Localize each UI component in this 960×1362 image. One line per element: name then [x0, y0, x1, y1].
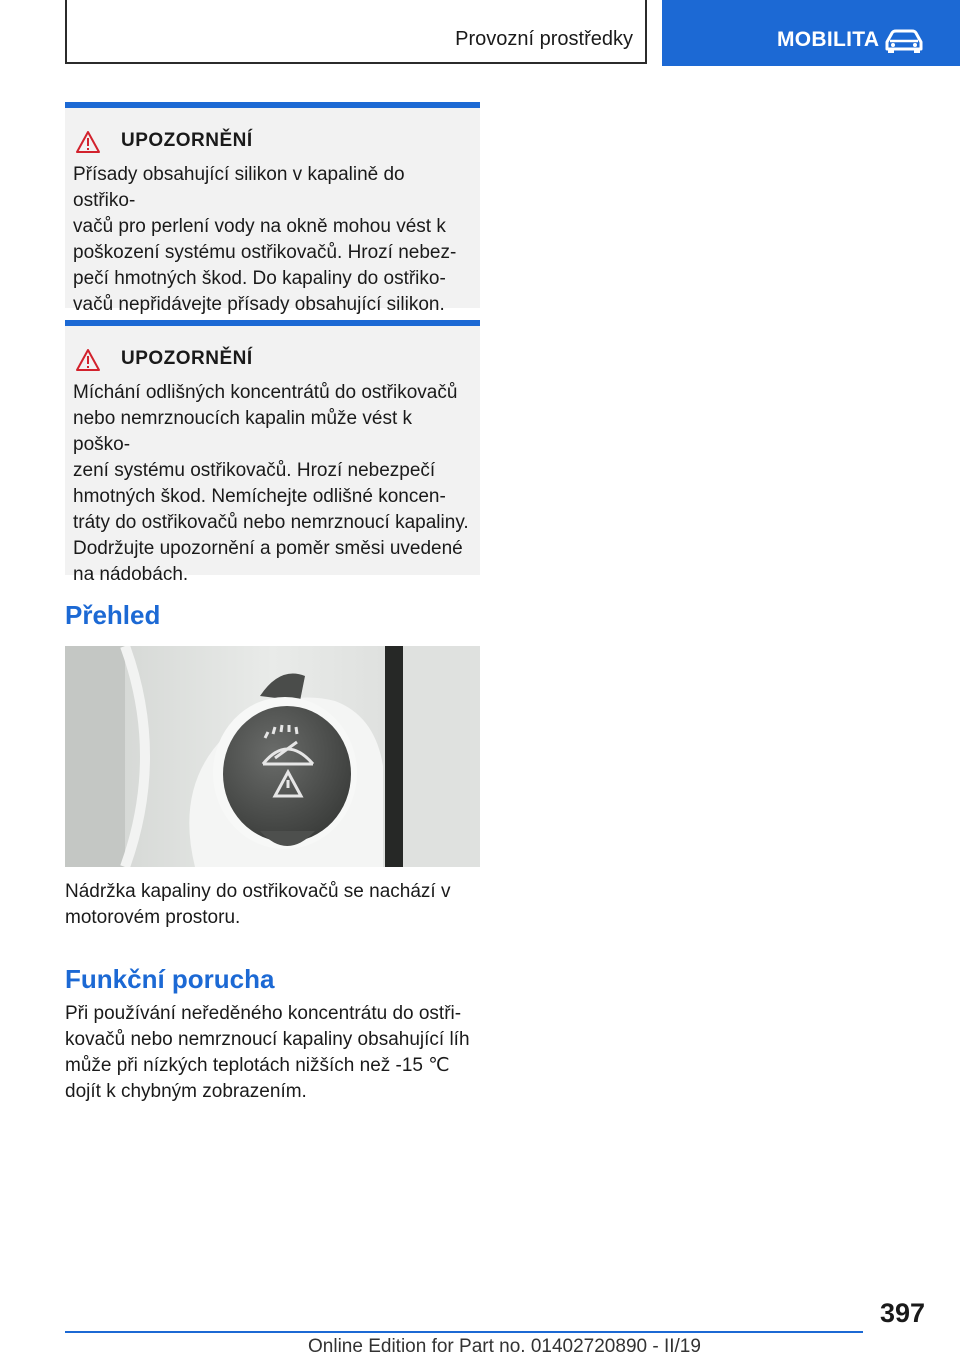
header-section-box: [65, 0, 647, 64]
page-number: 397: [880, 1298, 926, 1328]
section-title: Provozní prostředky: [455, 28, 633, 50]
warning-box: [65, 102, 480, 315]
warning-triangle-icon: [75, 348, 101, 372]
warning-title: UPOZORNĚNÍ: [121, 348, 253, 369]
warning-triangle-icon: [75, 130, 101, 154]
warning-header: [75, 130, 472, 158]
washer-reservoir-illustration: [65, 646, 480, 867]
chapter-tab-label: MOBILITA: [777, 28, 880, 51]
malfunction-heading: Funkční porucha: [65, 964, 275, 994]
warning-header: [75, 348, 472, 376]
edition-text: Online Edition for Part no. 01402720890 - II/19: [308, 1336, 701, 1357]
footer-rule: [65, 1331, 863, 1333]
warning-text: Míchání odlišných koncentrátů do ostřikovačů nebo nemrznoucích kapalin může vést k poško- zení systému ostřikovačů. Hrozí nebezpečí hmotných škod. Nemíchejte odlišné koncen- tráty do ostřikovačů nebo nemrznoucí kapaliny. Dodržujte upozornění a poměr směsi uvedené na nádobách.: [73, 382, 469, 585]
warning-box: [65, 320, 480, 585]
warning-text: Přísady obsahující silikon v kapalině do ostřiko- vačů pro perlení vody na okně mohou vést k poškození systému ostřikovačů. Hrozí nebez- pečí hmotných škod. Do kapaliny do ostřiko- vačů nepřidávejte přísady obsahující silikon.: [73, 164, 457, 315]
overview-heading: Přehled: [65, 600, 161, 630]
figure-caption: Nádržka kapaliny do ostřikovačů se nachází v motorovém prostoru.: [65, 881, 451, 928]
car-icon: [884, 28, 924, 54]
warning-title: UPOZORNĚNÍ: [121, 130, 253, 151]
malfunction-text: Při používání neředěného koncentrátu do ostři- kovačů nebo nemrznoucí kapaliny obsahující líh může při nízkých teplotách nižších než -15 ℃ dojít k chybným zobrazením.: [65, 1003, 470, 1102]
washer-reservoir-figure: [65, 646, 480, 867]
